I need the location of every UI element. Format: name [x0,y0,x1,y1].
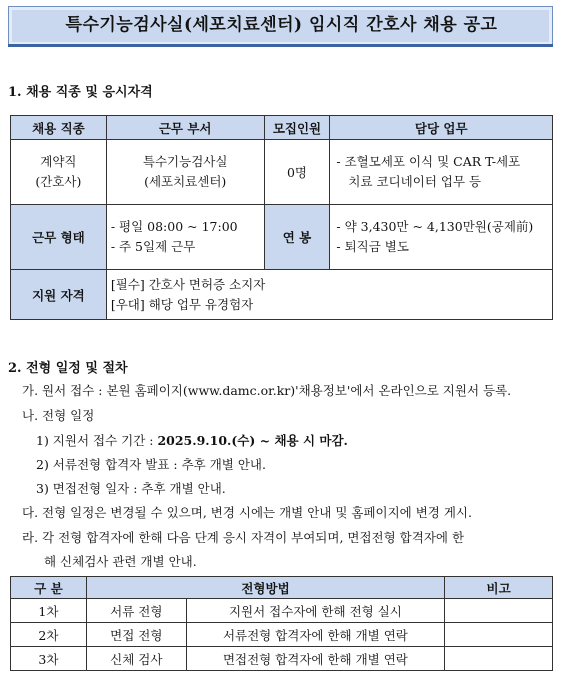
title-underline [8,44,553,47]
recruit-row [11,140,553,205]
job-type-line: (간호사) [35,174,82,189]
header-job-type: 채용 직종 [11,116,107,140]
process-table-header [11,577,553,599]
job-type-line: 계약직 [40,154,77,169]
qual-cell [106,270,552,320]
work-cell [106,205,264,270]
salary-cell [330,205,553,270]
note-cell [445,647,553,671]
qual-line: [우대] 해당 업무 유경험자 [110,296,254,312]
note-cell [445,623,553,647]
header-count: 모집인원 [264,116,330,140]
recruit-table [10,115,553,320]
table-row [11,647,553,671]
schedule-2: 2) 서류전형 합격자 발표 : 추후 개별 안내. [36,457,266,472]
duties-cell [330,140,553,205]
desc-cell: 서류전형 합격자에 한해 개별 연락 [186,623,444,647]
dept-cell [106,140,264,205]
count-cell: 0명 [264,140,330,205]
duties-line: 치료 코디네이터 업무 등 [348,174,482,189]
work-line: - 주 5일제 근무 [110,239,196,254]
stage-cell: 2차 [11,623,87,647]
line-da: 다. 전형 일정은 변경될 수 있으며, 변경 시에는 개별 안내 및 홈페이지에 변경 게시. [22,505,472,520]
stage-cell: 3차 [11,647,87,671]
qual-row [11,270,553,320]
recruit-table-header [11,116,553,140]
section1-heading: 1. 채용 직종 및 응시자격 [8,85,153,100]
schedule-1-deadline: 2025.9.10.(수) ~ 채용 시 마감. [157,433,348,448]
qual-label: 지원 자격 [11,270,107,320]
table-row [11,623,553,647]
header-stage: 구 분 [11,577,87,599]
header-dept: 근무 부서 [106,116,264,140]
header-note: 비고 [445,577,553,599]
duties-line: - 조혈모세포 이식 및 CAR T-세포 [336,154,521,169]
schedule-1 [36,431,348,449]
work-label: 근무 형태 [11,205,107,270]
header-method: 전형방법 [86,577,444,599]
job-type-cell [11,140,107,205]
note-cell [445,599,553,623]
schedule-3: 3) 면접전형 일자 : 추후 개별 안내. [36,481,226,496]
table-row [11,599,553,623]
method-cell: 면접 전형 [86,623,186,647]
work-row [11,205,553,270]
process-table [10,576,553,671]
line-ra-cont: 해 신체검사 관련 개별 안내. [44,554,197,569]
line-ra: 라. 각 전형 합격자에 한해 다음 단계 응시 자격이 부여되며, 면접전형 합격자에 한 [22,530,465,545]
section2-heading: 2. 전형 일정 및 절차 [8,361,128,376]
line-ga: 가. 원서 접수 : 본원 홈페이지(www.damc.or.kr)'채용정보'에서 온라인으로 지원서 등록. [22,383,512,398]
line-na: 나. 전형 일정 [22,408,95,423]
header-duties: 담당 업무 [330,116,553,140]
dept-line: 특수기능검사실 [142,154,228,169]
salary-line: - 약 3,430만 ~ 4,130만원(공제前) [336,219,534,234]
stage-cell: 1차 [11,599,87,623]
dept-line: (세포치료센터) [144,174,227,189]
salary-label: 연 봉 [264,205,330,270]
work-line: - 평일 08:00 ~ 17:00 [110,219,238,234]
method-cell: 서류 전형 [86,599,186,623]
desc-cell: 지원서 접수자에 한해 전형 실시 [186,599,444,623]
page-title: 특수기능검사실(세포치료센터) 임시직 간호사 채용 공고 [65,15,498,35]
qual-line: [필수] 간호사 면허증 소지자 [110,276,266,292]
desc-cell: 면접전형 합격자에 한해 개별 연락 [186,647,444,671]
salary-line: - 퇴직금 별도 [336,239,409,254]
method-cell: 신체 검사 [86,647,186,671]
schedule-1-label: 1) 지원서 접수 기간 : [36,433,158,448]
